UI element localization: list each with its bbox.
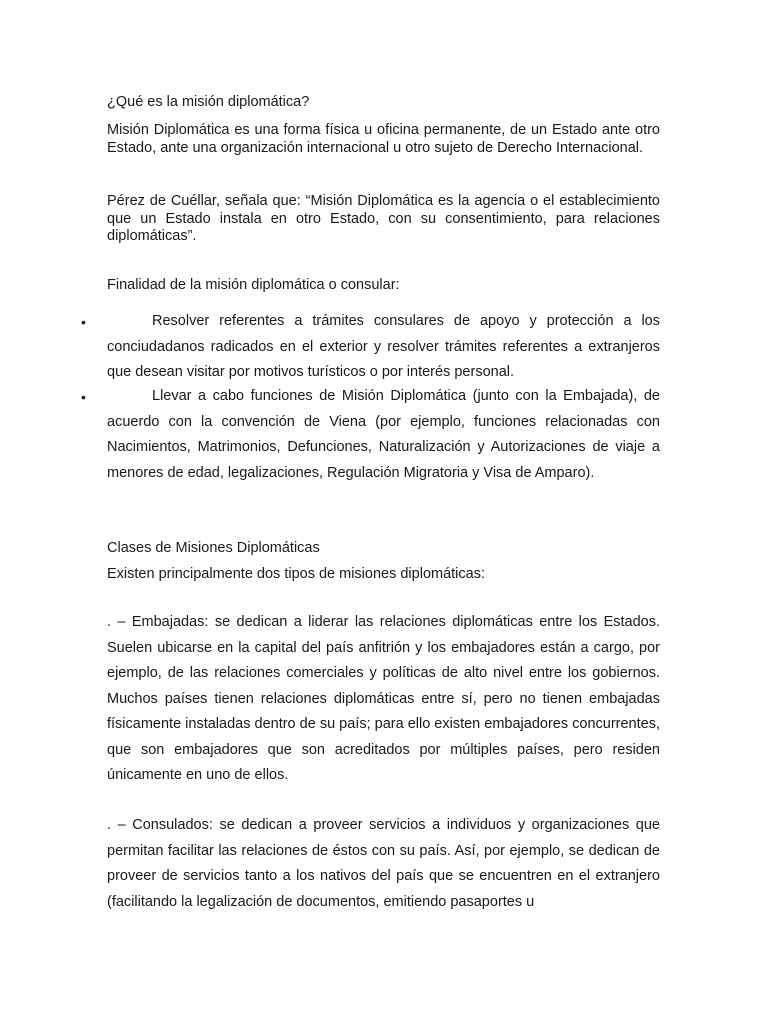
perez-quote-paragraph: Pérez de Cuéllar, señala que: “Misión Diplomática es la agencia o el establecimiento que un Estado instala en otro Estado, con su consentimiento, para relaciones diplomáticas”. bbox=[107, 193, 660, 244]
question-title: ¿Qué es la misión diplomática? bbox=[107, 94, 310, 110]
purpose-title: Finalidad de la misión diplomática o consular: bbox=[107, 277, 400, 293]
consulados-paragraph: . – Consulados: se dedican a proveer servicios a individuos y organizaciones que permitan facilitar las relaciones de éstos con su país. Así, por ejemplo, se dedican de proveer de servicios tanto a los nativos del país que se encuentren en el extranjero (facilitando la legalización de documentos, emitiendo pasaportes u bbox=[107, 817, 660, 910]
bullet-item bbox=[107, 309, 660, 386]
bullet-item bbox=[107, 384, 660, 486]
classes-intro: Existen principalmente dos tipos de misiones diplomáticas: bbox=[107, 566, 485, 582]
bullet-item-text: Llevar a cabo funciones de Misión Diplomática (junto con la Embajada), de acuerdo con la convención de Viena (por ejemplo, funciones relacionadas con Nacimientos, Matrimonios, Defunciones, Naturalización y Autorizaciones de viaje a menores de edad, legalizaciones, Regulación Migratoria y Visa de Amparo). bbox=[107, 388, 660, 481]
bullet-marker: • bbox=[81, 314, 86, 330]
definition-paragraph: Misión Diplomática es una forma física u oficina permanente, de un Estado ante otro Estado, ante una organización internacional u otro sujeto de Derecho Internacional. bbox=[107, 122, 660, 156]
embajadas-paragraph: . – Embajadas: se dedican a liderar las relaciones diplomáticas entre los Estados. Suelen ubicarse en la capital del país anfitrión y los embajadores están a cargo, por ejemplo, de las relaciones comerciales y políticas de alto nivel entre los gobiernos. Muchos países tienen relaciones diplomáticas entre sí, pero no tienen embajadas físicamente instaladas dentro de su país; para ello existen embajadores concurrentes, que son embajadores que son acreditados por múltiples países, pero residen únicamente en uno de ellos. bbox=[107, 614, 660, 783]
bullet-marker: • bbox=[81, 389, 86, 405]
classes-title: Clases de Misiones Diplomáticas bbox=[107, 540, 320, 556]
bullet-item-text: Resolver referentes a trámites consulares de apoyo y protección a los conciudadanos radicados en el exterior y resolver trámites referentes a extranjeros que desean visitar por motivos turísticos o por interés personal. bbox=[107, 313, 660, 380]
